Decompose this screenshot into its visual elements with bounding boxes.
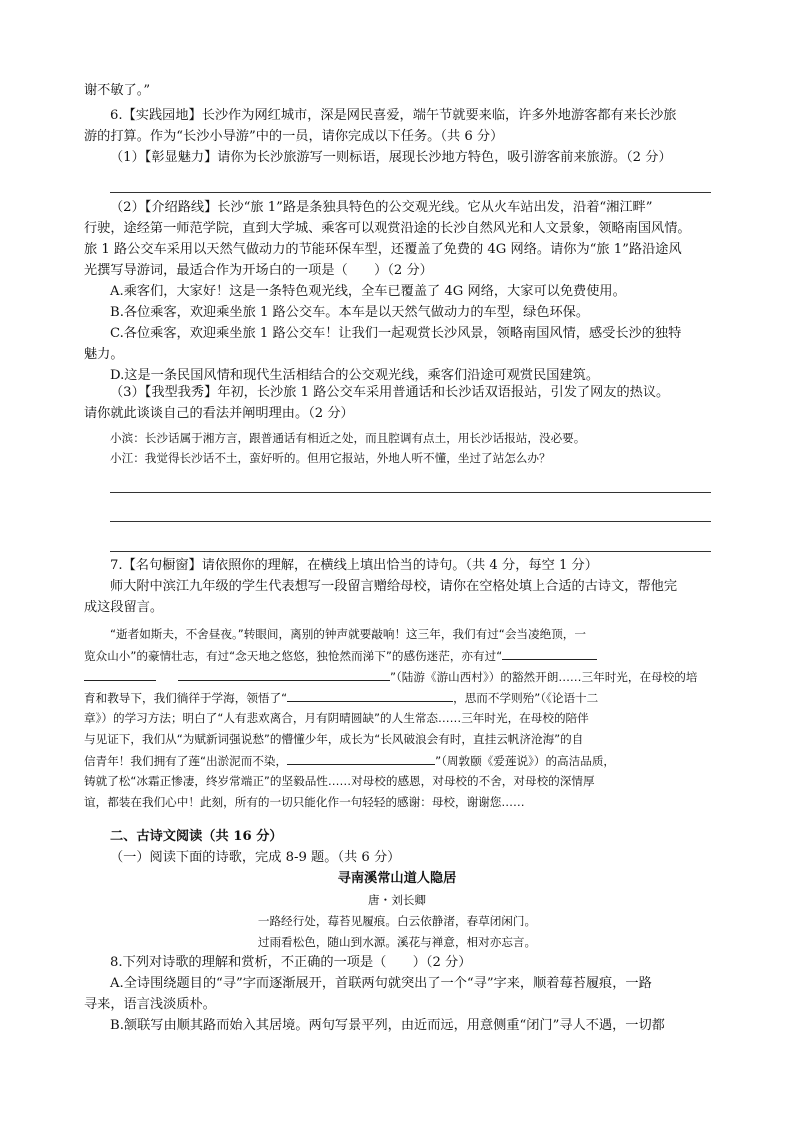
text-line: 请你就此谈谈自己的看法并阐明理由。（2 分） <box>84 406 354 421</box>
passage-text: 育和教导下，我们徜徉于学海，领悟了“ <box>84 691 288 705</box>
section-2-heading: 二、古诗文阅读（共 16 分） <box>110 829 283 844</box>
passage-text: ”（周敦颐《爱莲说》）的高洁品质， <box>435 754 616 768</box>
text-line: 谢不敏了。” <box>84 83 151 98</box>
question-8-option-a: A.全诗围绕题目的“寻”字而逐渐展开，首联两句就突出了一个“寻”字来，顺着莓苔履痕，一路 <box>110 976 652 991</box>
fill-blank-1-cont[interactable] <box>84 666 156 681</box>
fill-blank-4[interactable] <box>287 750 435 765</box>
text-line: 成这段留言。 <box>84 600 164 615</box>
answer-line[interactable] <box>110 492 711 493</box>
text-line: 寻来，语言浅淡质朴。 <box>84 997 216 1012</box>
text-line: 师大附中滨江九年级的学生代表想写一段留言赠给母校，请你在空格处填上合适的古诗文，帮他完 <box>110 579 678 594</box>
text-line: 光撰写导游词，最适合作为开场白的一项是（ ）（2 分） <box>84 263 433 278</box>
fill-blank-1[interactable] <box>502 645 597 660</box>
passage-line: 与见证下，我们从“为赋新词强说愁”的懵懂少年，成长为“长风破浪会有时，直挂云帆济沧海”的自 <box>84 732 584 746</box>
passage-line: “逝者如斯夫，不舍昼夜。”转眼间，离别的钟声就要敲响！这三年，我们有过“会当凌绝顶，一 <box>110 627 586 641</box>
question-6-intro: 6.【实践园地】长沙作为网红城市，深是网民喜爱，端午节就要来临，许多外地游客都有来长沙旅 <box>110 108 677 123</box>
passage-line: 铸就了松“冰霜正惨凄，终岁常端正”的坚毅品性……对母校的感恩，对母校的不舍，对母校的深情厚 <box>84 774 595 788</box>
poem-title: 寻南溪常山道人隐居 <box>337 871 457 886</box>
option-a: A.乘客们，大家好！这是一条特色观光线，全车已覆盖了 4G 网络，大家可以免费使用。 <box>110 284 626 299</box>
text-line: 旅 1 路公交车采用以天然气做动力的节能环保车型，还覆盖了免费的 4G 网络。请你为“旅 1”路沿途风 <box>84 242 682 257</box>
text-line: 行驶，途经第一师范学院，直到大学城、乘客可以观赏沿途的长沙自然风光和人文景象，领略南国风情。 <box>84 221 691 236</box>
passage-text: 信青年！我们拥有了莲“出淤泥而不染， <box>84 754 288 768</box>
text-line: 游的打算。作为“长沙小导游”中的一员，请你完成以下任务。（共 6 分） <box>84 129 504 144</box>
passage-line <box>84 687 598 708</box>
text-line: 魅力。 <box>84 347 124 362</box>
section-2-1-heading: （一）阅读下面的诗歌，完成 8-9 题。（共 6 分） <box>110 850 401 865</box>
question-6-1: （1）【彰显魅力】请你为长沙旅游写一则标语，展现长沙地方特色，吸引游客前来旅游。（2 分） <box>110 150 672 165</box>
poem-line: 过雨看松色，随山到水源。溪花与禅意，相对亦忘言。 <box>257 935 537 949</box>
poem-line: 一路经行处，莓苔见履痕。白云依静渚，春草闭闲门。 <box>257 914 537 928</box>
dialogue-xiaojiang: 小江：我觉得长沙话不土，蛮好听的。但用它报站，外地人听不懂，坐过了站怎么办？ <box>110 451 551 465</box>
answer-line[interactable] <box>110 521 711 522</box>
option-b: B.各位乘客，欢迎乘坐旅 1 路公交车。本车是以天然气做动力的车型，绿色环保。 <box>110 305 590 320</box>
passage-line <box>84 645 597 666</box>
passage-text: ”（陆游《游山西村》）的豁然开朗……三年时光，在母校的培 <box>390 670 698 684</box>
passage-line <box>84 750 615 771</box>
passage-text: ，思而不学则殆”（《论语十二 <box>453 691 599 705</box>
option-c: C.各位乘客，欢迎乘坐旅 1 路公交车！让我们一起观赏长沙风景，领略南国风情，感受长沙的独特 <box>110 326 682 341</box>
answer-line[interactable] <box>110 551 711 552</box>
answer-line[interactable] <box>110 192 711 193</box>
fill-blank-3[interactable] <box>287 687 453 702</box>
question-7-intro: 7.【名句橱窗】请依照你的理解，在横线上填出恰当的诗句。（共 4 分，每空 1 分） <box>110 558 598 573</box>
fill-blank-2[interactable] <box>178 666 390 681</box>
question-8: 8.下列对诗歌的理解和赏析，不正确的一项是（ ）（2 分） <box>110 955 472 970</box>
question-6-2: （2）【介绍路线】长沙“旅 1”路是条独具特色的公交观光线。它从火车站出发，沿着“湘江畔” <box>110 200 653 215</box>
passage-text: 览众山小”的豪情壮志，有过“念天地之悠悠，独怆然而涕下”的感伤迷茫，亦有过“ <box>84 649 503 663</box>
dialogue-xiaobin: 小滨：长沙话属于湘方言，跟普通话有相近之处，而且腔调有点土，用长沙话报站，没必要。 <box>110 431 586 445</box>
passage-line <box>84 666 697 687</box>
question-6-3: （3）【我型我秀】年初，长沙旅 1 路公交车采用普通话和长沙话双语报站，引发了网友的热议。 <box>110 385 670 400</box>
poem-author: 唐・刘长卿 <box>368 893 426 907</box>
passage-line: 章》）的学习方法；明白了“人有悲欢离合，月有阴晴圆缺”的人生常态……三年时光，在母校的陪伴 <box>84 711 589 725</box>
question-8-option-b: B.颔联写由顺其路而始入其居境。两句写景平列，由近而远，用意侧重“闭门”寻人不遇，一切都 <box>110 1018 665 1033</box>
passage-line: 谊，都装在我们心中！此刻，所有的一切只能化作一句轻轻的感谢：母校，谢谢您…… <box>84 795 525 809</box>
option-d: D.这是一条民国风情和现代生活相结合的公交观光线，乘客们沿途可观赏民国建筑。 <box>110 368 600 383</box>
